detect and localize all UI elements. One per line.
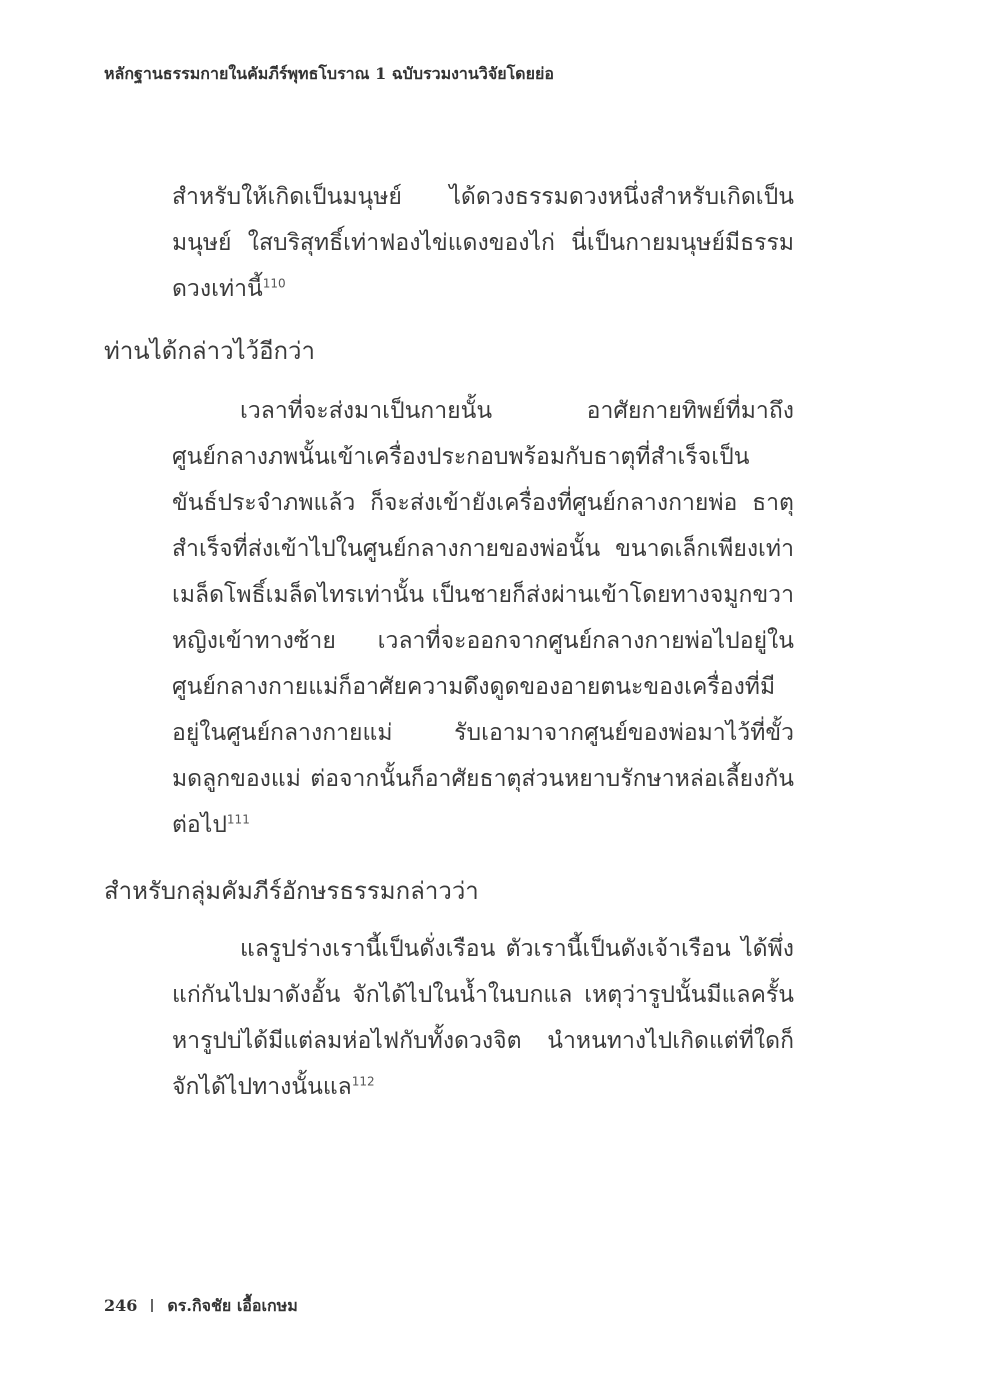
author-name: ดร.กิจชัย เอื้อเกษม [167, 1296, 298, 1315]
lead-in-paragraph: ท่านได้กล่าวไว้อีกว่า [104, 337, 315, 365]
quote-block-2 [172, 388, 794, 848]
quote-text: เวลาที่จะส่งมาเป็นกายนั้น อาศัยกายทิพย์ที่มาถึงศูนย์กลางภพนั้นเข้าเครื่องประกอบพร้อมกับธาตุที่สำเร็จเป็นขันธ์ประจำภพแล้ว ก็จะส่งเข้ายังเครื่องที่ศูนย์กลางกายพ่อ ธาตุสำเร็จที่ส่งเข้าไปในศูนย์กลางกายของพ่อนั้น ขนาดเล็กเพียงเท่าเมล็ดโพธิ์เมล็ดไทรเท่านั้น เป็นชายก็ส่งผ่านเข้าโดยทางจมูกขวาหญิงเข้าทางซ้าย เวลาที่จะออกจากศูนย์กลางกายพ่อไปอยู่ในศูนย์กลางกายแม่ก็อาศัยความดึงดูดของอายตนะของเครื่องที่มีอยู่ในศูนย์กลางกายแม่ รับเอามาจากศูนย์ของพ่อมาไว้ที่ขั้วมดลูกของแม่ ต่อจากนั้นก็อาศัยธาตุส่วนหยาบรักษาหล่อเลี้ยงกันต่อไป [172, 398, 794, 838]
footer-separator [151, 1299, 153, 1312]
footnote-marker: 112 [351, 1074, 375, 1089]
running-header: หลักฐานธรรมกายในคัมภีร์พุทธโบราณ 1 ฉบับรวมงานวิจัยโดยย่อ [104, 64, 554, 83]
footnote-marker: 111 [226, 812, 250, 827]
quote-text: สำหรับให้เกิดเป็นมนุษย์ ได้ดวงธรรมดวงหนึ่งสำหรับเกิดเป็นมนุษย์ ใสบริสุทธิ์เท่าฟองไข่แดงของไก่ นี่เป็นกายมนุษย์มีธรรมดวงเท่านี้ [172, 184, 794, 302]
footnote-marker: 110 [262, 276, 286, 291]
quote-block-1 [172, 174, 794, 312]
quote-paragraph [172, 388, 794, 848]
quote-paragraph [172, 926, 794, 1110]
quote-text: แลรูปร่างเรานี้เป็นดั่งเรือน ตัวเรานี้เป็นดังเจ้าเรือน ได้พึ่งแก่กันไปมาดังอั้น จักได้ไปในน้ำในบกแล เหตุว่ารูปนั้นมีแลครั้นหารูปบ่ได้มีแต่ลมห่อไฟกับทั้งดวงจิต นำหนทางไปเกิดแต่ที่ใดก็จักได้ไปทางนั้นแล [172, 936, 794, 1100]
page-number: 246 [104, 1296, 138, 1315]
quote-paragraph [172, 174, 794, 312]
quote-block-3 [172, 926, 794, 1110]
lead-in-paragraph: สำหรับกลุ่มคัมภีร์อักษรธรรมกล่าวว่า [104, 877, 479, 905]
page-footer [104, 1294, 298, 1319]
